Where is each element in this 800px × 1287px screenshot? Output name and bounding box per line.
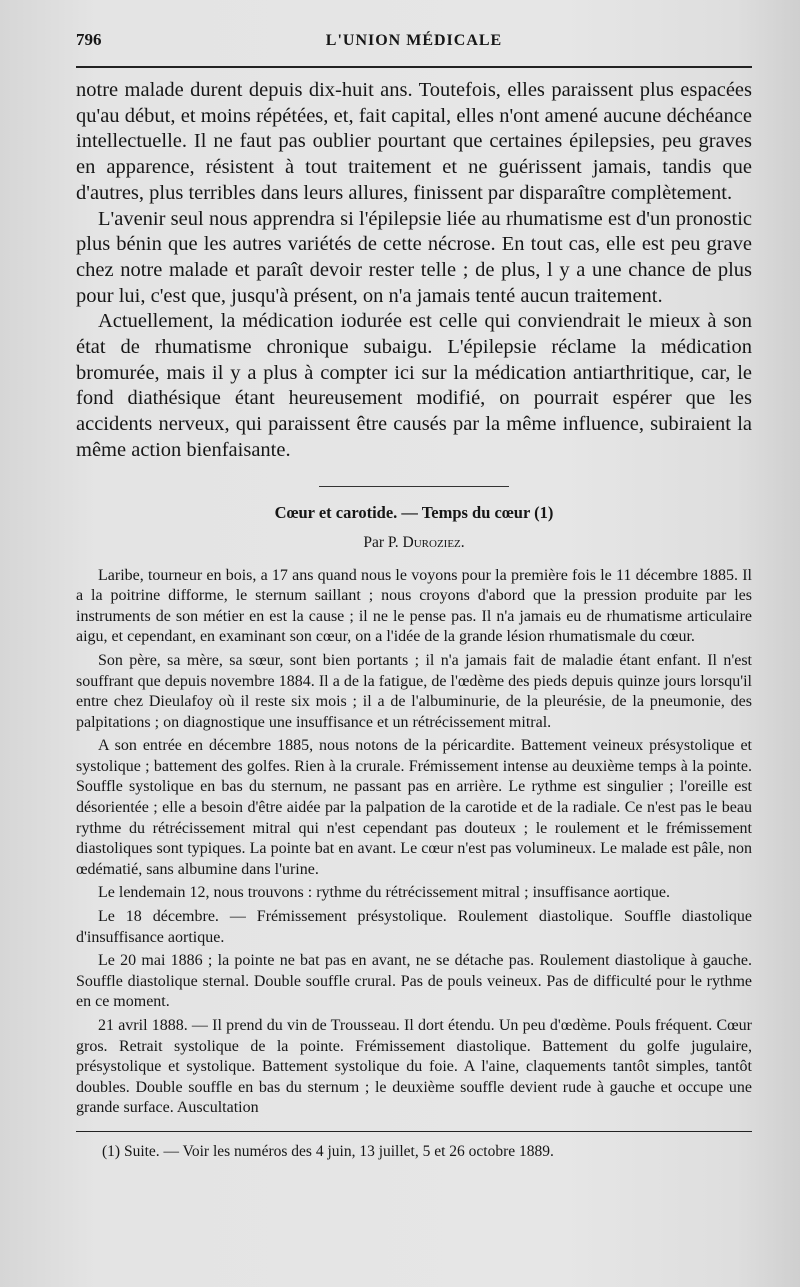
paragraph: Le lendemain 12, nous trouvons : rythme du rétrécissement mitral ; insuffisance aortique.	[98, 884, 670, 902]
paragraph: Son père, sa mère, sa sœur, sont bien portants ; il n'a jamais fait de maladie étant enfant. Il n'est souffrant que depuis novembre 1884. Il a de la fatigue, de l'œdème des pieds depuis quinze jours lorsqu'il entre chez Dieulafoy où il reste six mois ; il a de l'albuminurie, de la pleurésie, de la pneumonie, des palpitations ; on diagnostique une insuffisance et un rétrécissement mitral.	[76, 651, 752, 731]
article-title: Cœur et carotide. — Temps du cœur (1)	[274, 502, 554, 522]
paragraph: L'avenir seul nous apprendra si l'épilepsie liée au rhumatisme est d'un pronostic plus bénin que les autres variétés de cette nécrose. En tout cas, elle est peu grave chez notre malade et paraît devoir rester telle ; de plus, l y a une chance de plus pour lui, c'est que, jusqu'à présent, on n'a jamais tenté aucun traitement.	[76, 207, 752, 307]
paragraph: Le 20 mai 1886 ; la pointe ne bat pas en avant, ne se détache pas. Roulement diastolique à gauche. Souffle diastolique sternal. Double souffle crural. Pas de pouls veineux. Pas de difficulté pour le rythme en ce moment.	[76, 952, 752, 1011]
running-header	[76, 30, 752, 64]
footnote-rule	[76, 1131, 752, 1132]
paragraph: Actuellement, la médication iodurée est celle qui conviendrait le mieux à son état de rhumatisme chronique subaigu. L'épilepsie réclame la médication bromurée, mais il y a plus à compter ici sur la médication antiarthritique, car, le fond diathésique étant heureusement modifié, on pourrait espérer que les accidents nerveux, qui paraissent être causés par la même influence, subiraient la même action bienfaisante.	[76, 310, 752, 461]
page-number: 796	[76, 30, 102, 49]
paragraph: A son entrée en décembre 1885, nous notons de la péricardite. Battement veineux présystolique et systolique ; battement des golfes. Rien à la crurale. Frémissement intense au deuxième temps à la pointe. Souffle systolique en bas du sternum, ne passant pas en arrière. Le rythme est singulier ; l'oreille est désorientée ; elle a besoin d'être aidée par la palpation de la carotide et de la radiale. Ce n'est pas le beau rythme du rétrécissement mitral qui n'est cependant pas douteux ; le roulement et le frémissement diastoliques sont typiques. La pointe bat en avant. Le cœur n'est pas volumineux. Le malade est pâle, non œdématié, sans albumine dans l'urine.	[76, 737, 752, 878]
author-name: Duroziez.	[402, 533, 465, 551]
footnote: (1) Suite. — Voir les numéros des 4 juin, 13 juillet, 5 et 26 octobre 1889.	[102, 1142, 554, 1160]
section-separator	[319, 486, 509, 487]
paragraph: Laribe, tourneur en bois, a 17 ans quand nous le voyons pour la première fois le 11 décembre 1885. Il a la poitrine difforme, le sternum saillant ; nous croyons d'abord que la pression produite par les instruments de son métier en est la cause ; il ne le pense pas. Il n'a jamais eu de rhumatisme articulaire aigu, et cependant, en examinant son cœur, on a l'idée de la grande lésion rhumatismale du cœur.	[76, 566, 752, 646]
header-rule	[76, 66, 752, 68]
large-text-section	[76, 78, 752, 464]
paragraph: notre malade durent depuis dix-huit ans. Toutefois, elles paraissent plus espacées qu'au début, et moins répétées, et, fait capital, elles n'ont amené aucune déchéance intellectuelle. Il ne faut pas oublier pourtant que certaines épilepsies, peu graves en apparence, résistent à tout traitement et ne guérissent jamais, tandis que d'autres, plus terribles dans leurs allures, finissent par disparaître complètement.	[76, 79, 752, 204]
journal-title: L'UNION MÉDICALE	[325, 32, 503, 49]
paragraph: 21 avril 1888. — Il prend du vin de Trousseau. Il dort étendu. Un peu d'œdème. Pouls fréquent. Cœur gros. Retrait systolique de la pointe. Frémissement diastolique. Battement du golfe jugulaire, présystolique et systolique. Battement systolique du foie. A l'aine, claquements tantôt simples, tantôt doubles. Double souffle en bas du sternum ; le deuxième souffle devient rude à gauche et occupe une grande surface. Auscultation	[76, 1017, 752, 1117]
paragraph: Le 18 décembre. — Frémissement présystolique. Roulement diastolique. Souffle diastolique d'insuffisance aortique.	[76, 908, 752, 946]
byline	[76, 534, 752, 552]
article-body	[76, 566, 752, 1119]
byline-prefix: Par P.	[363, 533, 403, 551]
